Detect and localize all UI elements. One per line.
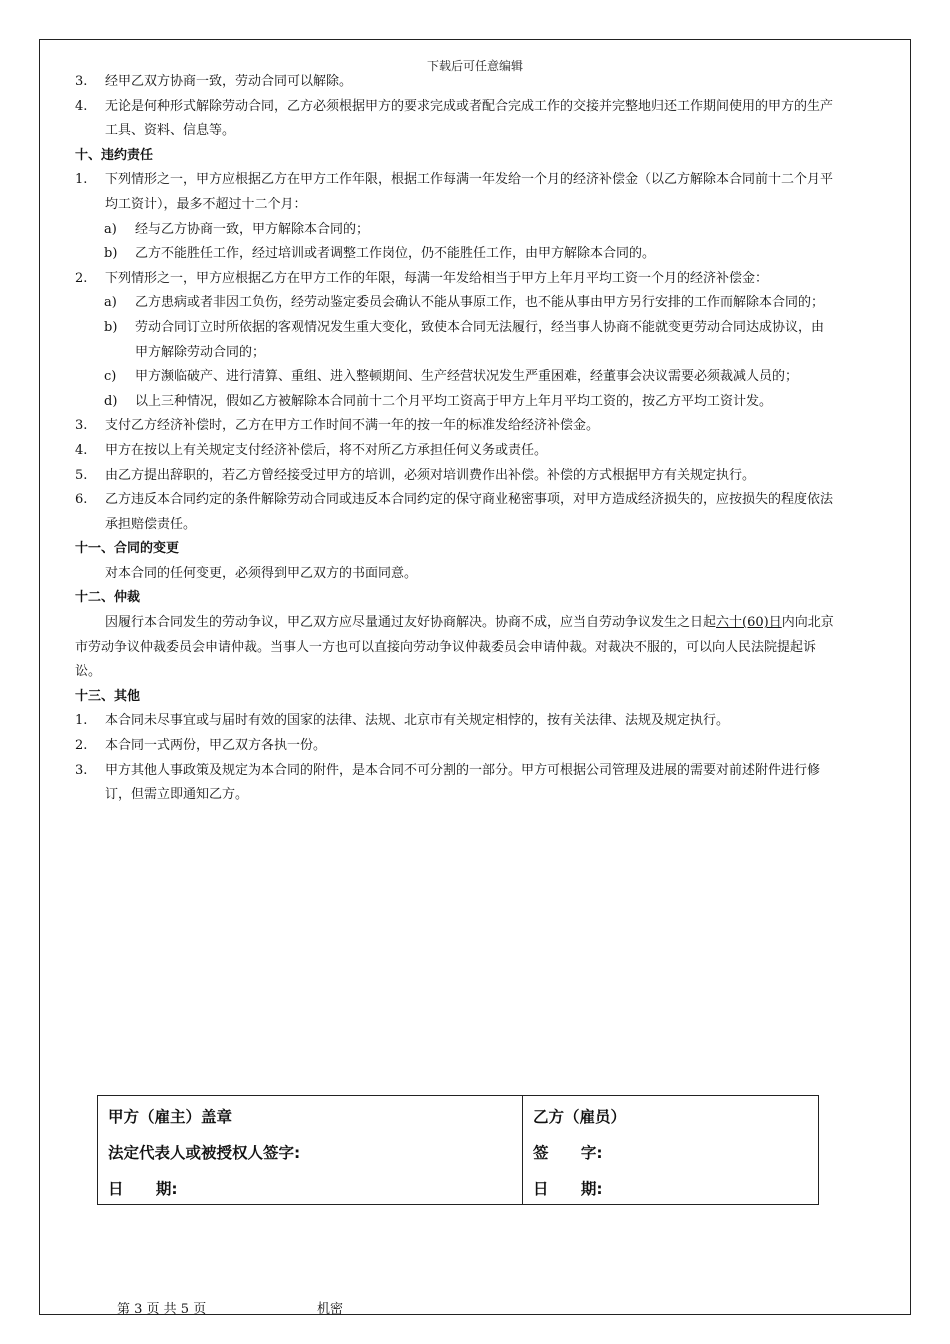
list-text: 甲方其他人事政策及规定为本合同的附件，是本合同不可分割的一部分。甲方可根据公司管理及进展的需要对前述附件进行修订，但需立即通知乙方。 [105, 762, 821, 803]
list-number: 3. [75, 762, 88, 778]
list-item [75, 734, 835, 759]
list-number: 1. [75, 172, 88, 188]
list-text: 下列情形之一，甲方应根据乙方在甲方工作年限，根据工作每满一年发给一个月的经济补偿金（以乙方解除本合同前十二个月平均工资计），最多不超过十二个月： [105, 172, 834, 212]
party-b-sign-label: 签 字: [533, 1144, 603, 1162]
list-item [75, 488, 835, 537]
list-item [75, 759, 835, 808]
section-heading: 十、违约责任 [75, 147, 154, 163]
party-a-title: 甲方（雇主）盖章 [108, 1108, 233, 1126]
list-item [75, 464, 835, 489]
page-number: 第 3 页 共 5 页 [117, 1302, 207, 1317]
list-item [75, 414, 835, 439]
list-text: 下列情形之一，甲方应根据乙方在甲方工作的年限，每满一年发给相当于甲方上年月平均工资一个月的经济补偿金： [105, 270, 769, 286]
list-number: 2. [75, 738, 88, 754]
list-number: 2. [75, 270, 88, 286]
list-text: 甲方在按以上有关规定支付经济补偿后，将不对所乙方承担任何义务或责任。 [105, 442, 548, 458]
party-a-date-label: 日 期: [108, 1180, 178, 1198]
sub-list-item [75, 365, 835, 390]
list-number: 1. [75, 713, 88, 729]
sub-list-item [75, 291, 835, 316]
section-heading: 十三、其他 [75, 688, 141, 704]
signature-table [97, 1095, 819, 1205]
deadline-underlined: 六十(60)日 [716, 615, 782, 631]
list-item [75, 95, 835, 144]
section-heading: 十二、仲裁 [75, 590, 141, 606]
party-a-sign-label: 法定代表人或被授权人签字: [108, 1144, 301, 1162]
sub-list-item [75, 218, 835, 243]
contract-body [75, 70, 835, 808]
list-item [75, 439, 835, 464]
confidential-label: 机密 [317, 1302, 344, 1317]
list-number: a) [104, 221, 117, 237]
section-heading: 十一、合同的变更 [75, 541, 180, 557]
paragraph [75, 611, 835, 685]
list-number: 5. [75, 467, 88, 483]
list-text: 无论是何种形式解除劳动合同，乙方必须根据甲方的要求完成或者配合完成工作的交接并完整地归还工作期间使用的甲方的生产工具、资料、信息等。 [105, 98, 834, 139]
list-number: b) [104, 319, 118, 335]
list-text: 乙方违反本合同约定的条件解除劳动合同或违反本合同约定的保守商业秘密事项，对甲方造成经济损失的，应按损失的程度依法承担赔偿责任。 [105, 492, 834, 532]
list-item [75, 168, 835, 217]
list-number: b) [104, 246, 118, 262]
list-number: a) [104, 295, 117, 311]
list-number: 3. [75, 418, 88, 434]
paragraph: 对本合同的任何变更，必须得到甲乙双方的书面同意。 [105, 565, 418, 581]
list-item [75, 267, 835, 292]
list-number: d) [104, 393, 118, 409]
sub-list-item [75, 242, 835, 267]
list-item [75, 709, 835, 734]
sub-list-item [75, 390, 835, 415]
list-number: 4. [75, 98, 88, 114]
list-number: 3. [75, 74, 88, 89]
paragraph-text: 因履行本合同发生的劳动争议，甲乙双方应尽量通过友好协商解决。协商不成，应当自劳动争议发生之日起 [105, 615, 717, 631]
list-text: 支付乙方经济补偿时，乙方在甲方工作时间不满一年的按一年的标准发给经济补偿金。 [105, 418, 600, 434]
list-text: 经甲乙双方协商一致，劳动合同可以解除。 [105, 74, 353, 89]
list-text: 劳动合同订立时所依据的客观情况发生重大变化，致使本合同无法履行，经当事人协商不能就变更劳动合同达成协议，由甲方解除劳动合同的； [135, 319, 825, 360]
party-b-column [523, 1096, 818, 1204]
header-note: 下载后可任意编辑 [426, 59, 523, 73]
list-number: c) [104, 369, 117, 385]
party-b-title: 乙方（雇员） [533, 1108, 627, 1126]
party-b-date-label: 日 期: [533, 1180, 603, 1198]
list-item [75, 70, 835, 95]
sub-list-item [75, 316, 835, 365]
list-text: 乙方患病或者非因工负伤，经劳动鉴定委员会确认不能从事原工作，也不能从事由甲方另行安排的工作而解除本合同的； [135, 295, 825, 311]
list-number: 6. [75, 492, 88, 508]
list-text: 乙方不能胜任工作，经过培训或者调整工作岗位，仍不能胜任工作，由甲方解除本合同的。 [135, 246, 656, 262]
list-text: 经与乙方协商一致，甲方解除本合同的； [135, 221, 370, 237]
list-text: 本合同一式两份，甲乙双方各执一份。 [105, 738, 327, 754]
list-number: 4. [75, 442, 88, 458]
list-text: 由乙方提出辞职的，若乙方曾经接受过甲方的培训，必须对培训费作出补偿。补偿的方式根据甲方有关规定执行。 [105, 467, 756, 483]
party-a-column [98, 1096, 523, 1204]
paragraph-text: 内向北京市劳动争议仲裁委员会申请仲裁。当事人一方也可以直接向劳动争议仲裁委员会申请仲裁。对裁决不服的，可以向人民法院提起诉讼。 [75, 615, 834, 680]
list-text: 本合同未尽事宜或与届时有效的国家的法律、法规、北京市有关规定相悖的，按有关法律、法规及规定执行。 [105, 713, 730, 729]
list-text: 以上三种情况，假如乙方被解除本合同前十二个月平均工资高于甲方上年月平均工资的，按乙方平均工资计发。 [135, 393, 773, 409]
list-text: 甲方濒临破产、进行清算、重组、进入整顿期间、生产经营状况发生严重困难，经董事会决议需要必须裁减人员的； [135, 369, 799, 385]
